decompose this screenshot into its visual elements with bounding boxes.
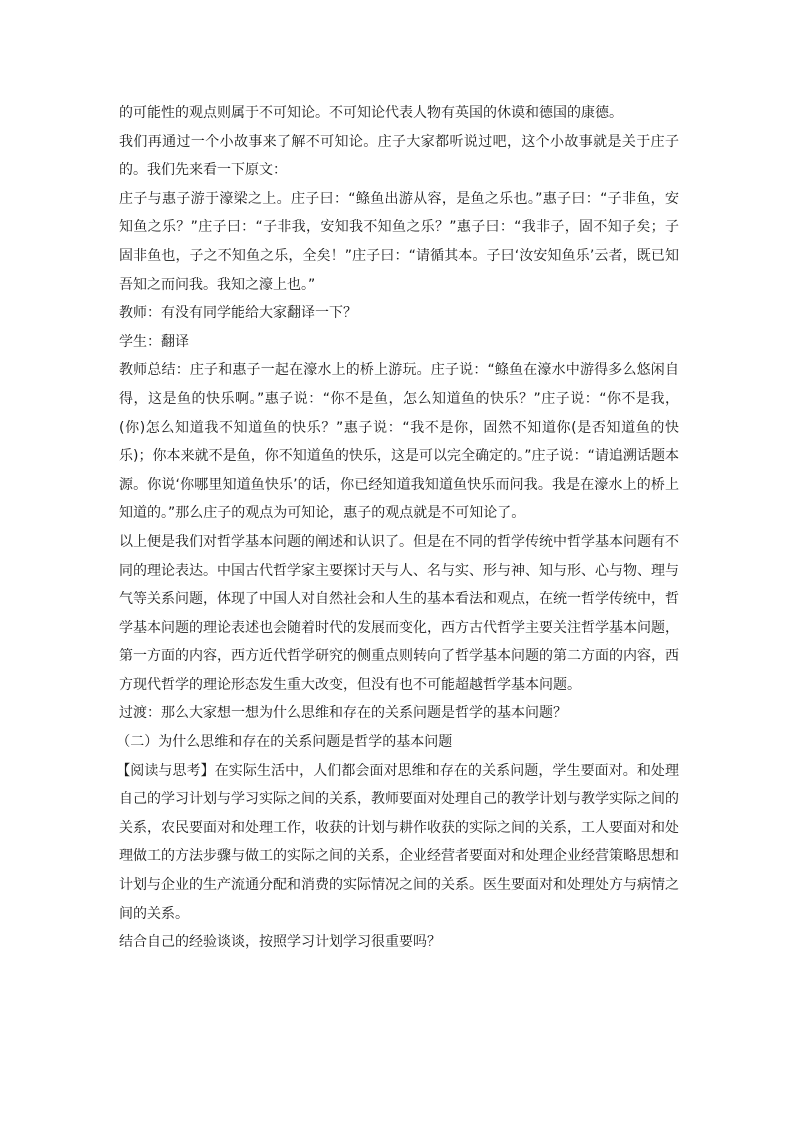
paragraph-teacher-question: 教师：有没有同学能给大家翻译一下？ (119, 305, 357, 322)
paragraph-teacher-summary: 教师总结：庄子和惠子一起在濠水上的桥上游玩。庄子说：“鲦鱼在濠水中游得多么悠闲自得，这是鱼的快乐啊。”惠子说：“你不是鱼，怎么知道鱼的快乐？”庄子说：“你不是我，(你)怎么知道我不知道鱼的快乐？”惠子说：“我不是你，固然不知道你(是否知道鱼的快乐)；你本来就不是鱼，你不知道鱼的快乐，这是可以完全确定的。”庄子说：“请追溯话题本源。你说‘你哪里知道鱼快乐’的话，你已经知道我知道鱼快乐而问我。我是在濠水上的桥上知道的。”那么庄子的观点为可知论，惠子的观点就是不可知论了。 (119, 362, 679, 522)
paragraph-transition: 过渡：那么大家想一想为什么思维和存在的关系问题是哲学的基本问题？ (119, 705, 567, 722)
paragraph-original-text: 庄子与惠子游于濠梁之上。庄子曰：“鲦鱼出游从容，是鱼之乐也。”惠子曰：“子非鱼，安知鱼之乐？”庄子曰：“子非我，安知我不知鱼之乐？”惠子曰：“我非子，固不知子矣；子固非鱼也，子之不知鱼之乐，全矣！”庄子曰：“请循其本。子曰‘汝安知鱼乐’云者，既已知吾知之而问我。我知之濠上也。” (119, 190, 679, 293)
paragraph-philosophy-traditions: 以上便是我们对哲学基本问题的阐述和认识了。但是在不同的哲学传统中哲学基本问题有不同的理论表达。中国古代哲学家主要探讨天与人、名与实、形与神、知与形、心与物、理与气等关系问题，体现了中国人对自然社会和人生的基本看法和观点，在统一哲学传统中，哲学基本问题的理论表述也会随着时代的发展而变化，西方古代哲学主要关注哲学基本问题，第一方面的内容，西方近代哲学研究的侧重点则转向了哲学基本问题的第二方面的内容，西方现代哲学的理论形态发生重大改变，但没有也不可能超越哲学基本问题。 (119, 533, 679, 693)
section-heading-two: （二）为什么思维和存在的关系问题是哲学的基本问题 (116, 734, 453, 751)
paragraph-story-intro: 我们再通过一个小故事来了解不可知论。庄子大家都听说过吧，这个小故事就是关于庄子的。我们先来看一下原文： (119, 133, 679, 179)
paragraph-reading-and-thinking: 【阅读与思考】在实际生活中，人们都会面对思维和存在的关系问题，学生要面对。和处理自己的学习计划与学习实际之间的关系，教师要面对处理自己的教学计划与教学实际之间的关系，农民要面对和处理工作，收获的计划与耕作收获的实际之间的关系，工人要面对和处理做工的方法步骤与做工的实际之间的关系，企业经营者要面对和处理企业经营策略思想和计划与企业的生产流通分配和消费的实际情况之间的关系。医生要面对和处理处方与病情之间的关系。 (116, 762, 679, 922)
document-page (116, 99, 679, 957)
paragraph-student-translation: 学生：翻译 (119, 333, 189, 350)
paragraph-discussion-question: 结合自己的经验谈谈，按照学习计划学习很重要吗？ (119, 934, 441, 951)
paragraph-agnosticism-definition: 的可能性的观点则属于不可知论。不可知论代表人物有英国的休谟和德国的康德。 (119, 105, 623, 121)
